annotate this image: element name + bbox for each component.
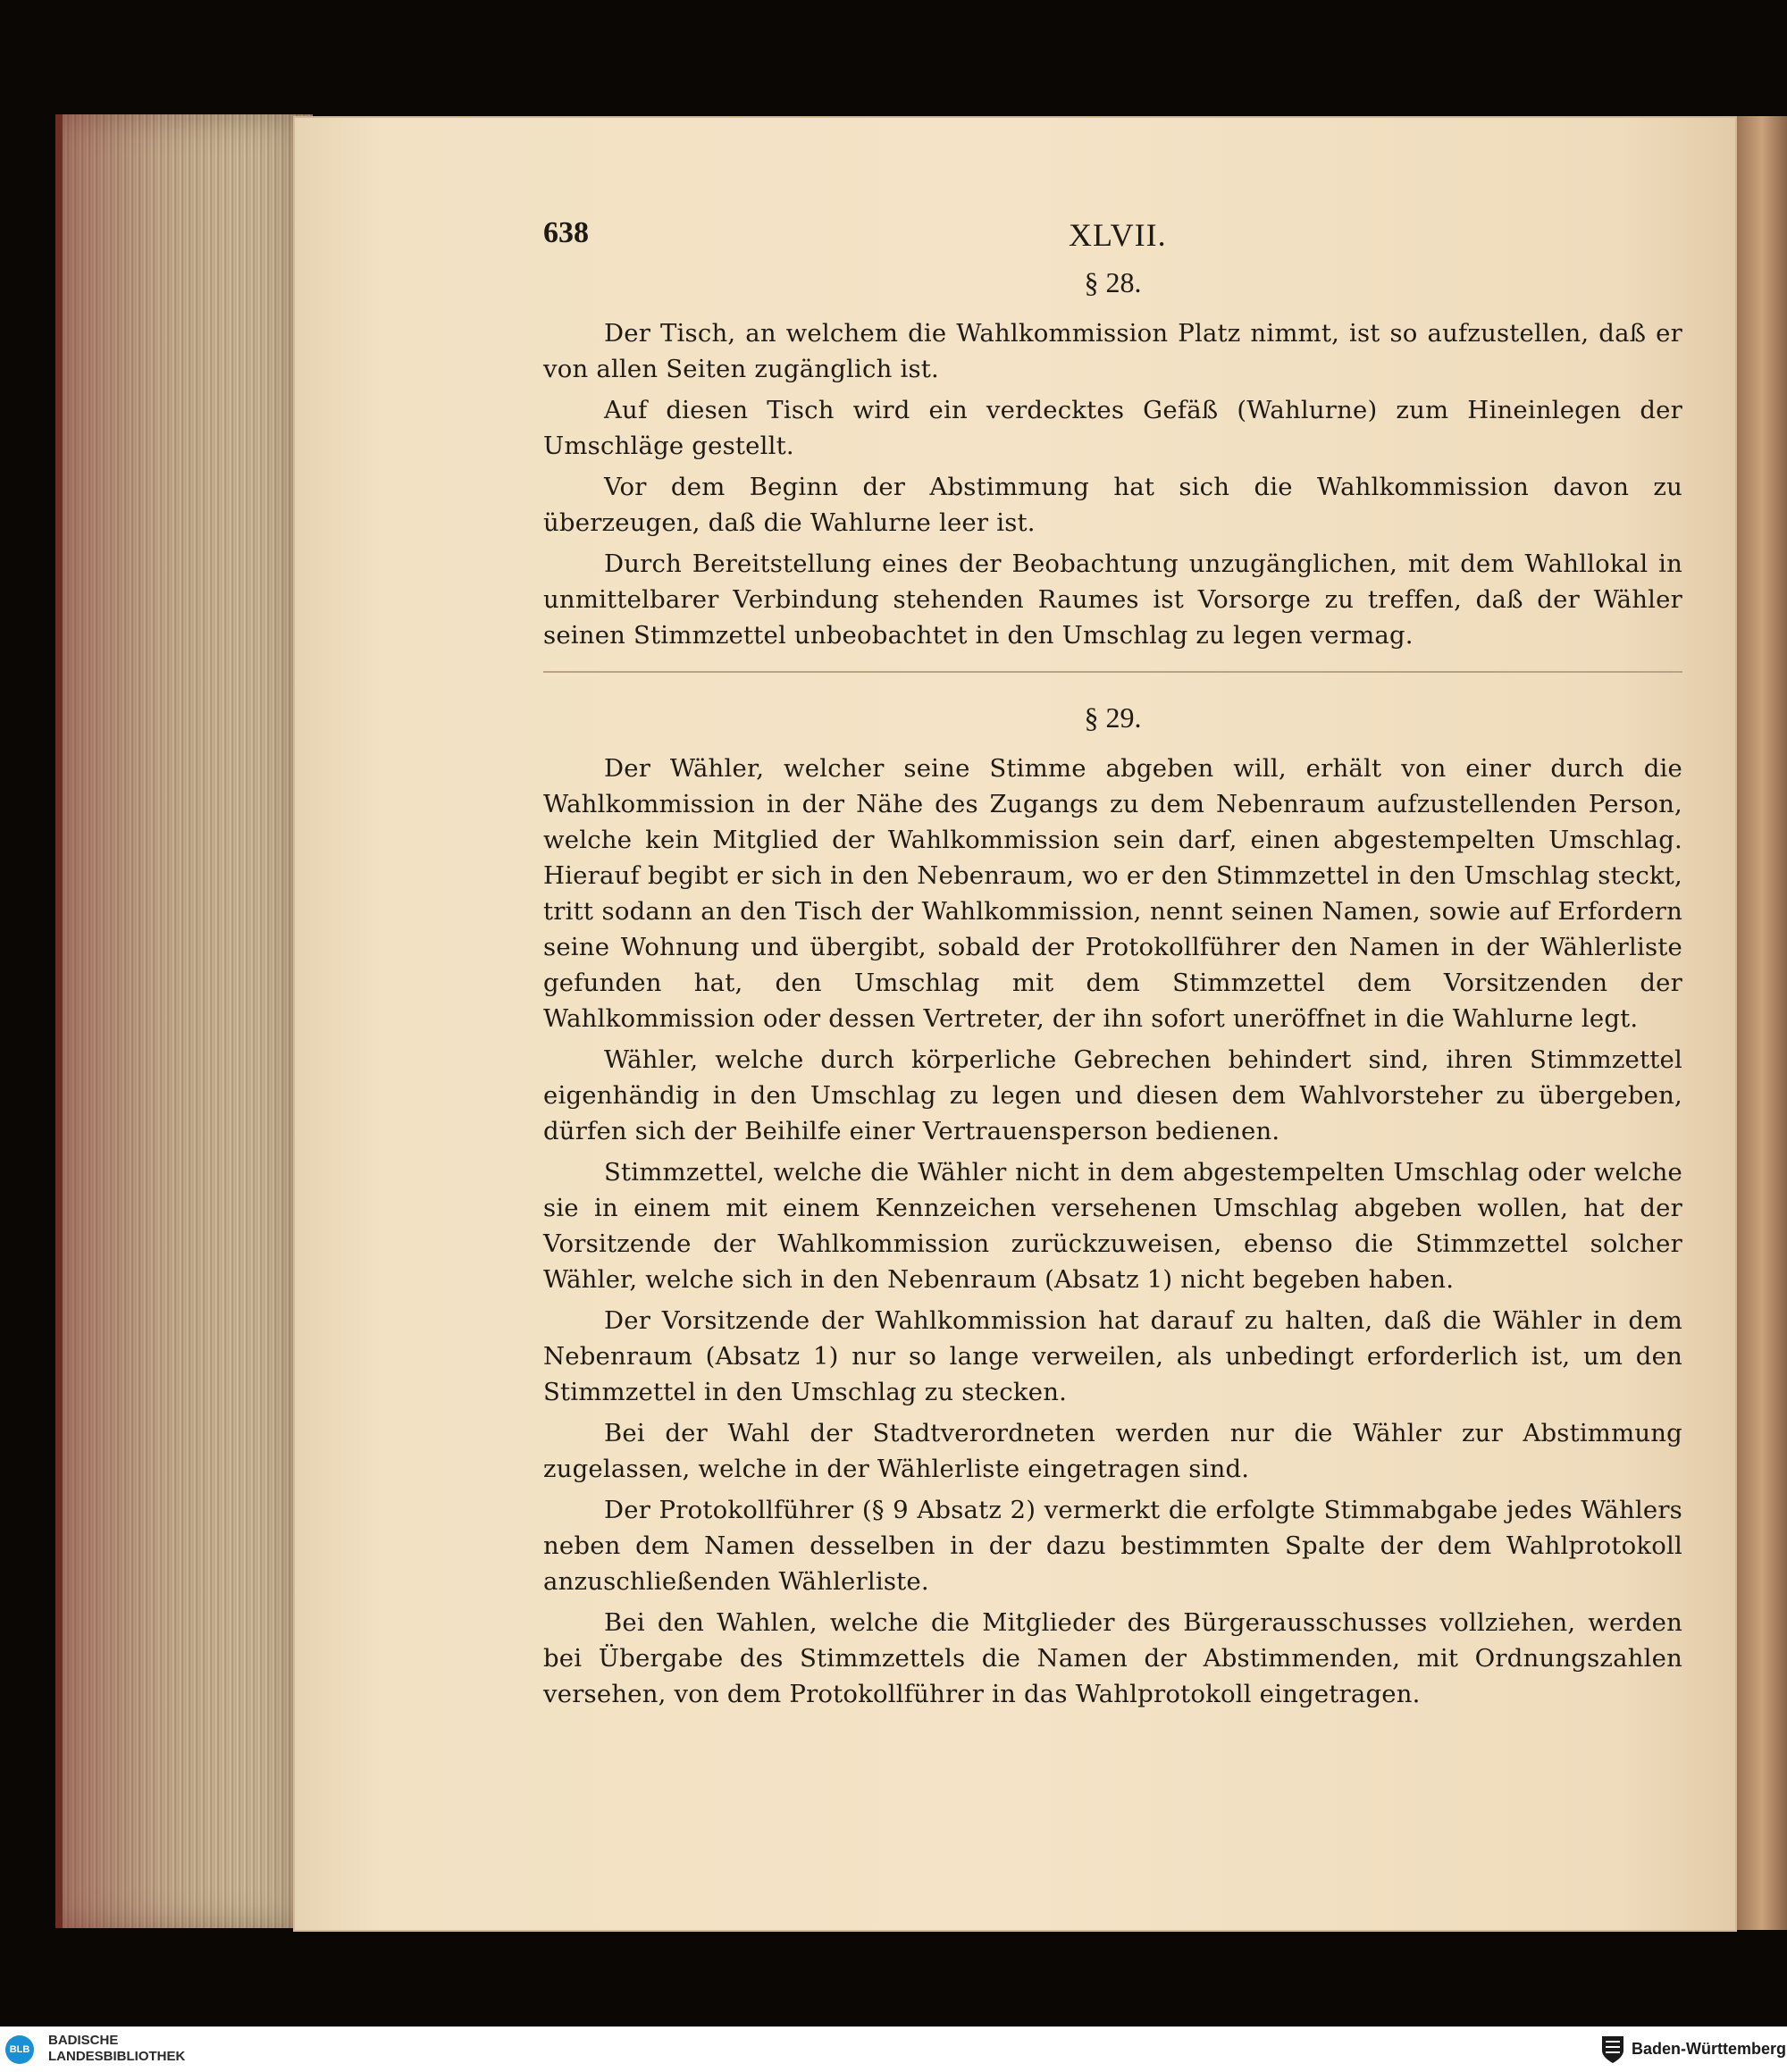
- paragraph: Der Wähler, welcher seine Stimme abgeben will, erhält von einer durch die Wahlkommission in der Nähe des Zugangs zu dem Nebenraum aufzustellenden Person, welche kein Mitglied der Wahlkommission sein darf, einen abgestempelten Umschlag. Hierauf begibt er sich in den Nebenraum, wo er den Stimmzettel in den Umschlag steckt, tritt sodann an den Tisch der Wahlkommission, nennt seinen Namen, sowie auf Erfordern seine Wohnung und übergibt, sobald der Protokollführer den Namen in der Wählerliste gefunden hat, den Umschlag mit dem Stimmzettel dem Vorsitzenden der Wahlkommission oder dessen Vertreter, der ihn sofort uneröffnet in die Wahlurne legt.: [543, 754, 1682, 1033]
- section-heading: § 28.: [1084, 266, 1142, 298]
- library-name-line2: LANDESBIBLIOTHEK: [48, 2049, 186, 2064]
- paragraph: Bei den Wahlen, welche die Mitglieder des Bürgerausschusses vollziehen, werden bei Übergabe des Stimmzettels die Namen der Abstimmenden, mit Ordnungszahlen versehen, von dem Protokollführer in das Wahlprotokoll eingetragen.: [543, 1608, 1682, 1708]
- chapter-number: XLVII.: [1069, 217, 1167, 253]
- library-name[interactable]: [48, 2033, 185, 2065]
- viewer-footer: [0, 2026, 1787, 2072]
- paragraph: Vor dem Beginn der Abstimmung hat sich die Wahlkommission davon zu überzeugen, daß die Wahlurne leer ist.: [543, 473, 1682, 537]
- paragraph: Der Tisch, an welchem die Wahlkommission Platz nimmt, ist so aufzustellen, daß er von allen Seiten zugänglich ist.: [543, 319, 1682, 383]
- paragraph: Der Vorsitzende der Wahlkommission hat darauf zu halten, daß die Wähler in dem Nebenraum (Absatz 1) nur so lange verweilen, als unbedingt erforderlich ist, um den Stimmzettel in den Umschlag zu stecken.: [543, 1306, 1682, 1406]
- paragraph: Auf diesen Tisch wird ein verdecktes Gefäß (Wahlurne) zum Hineinlegen der Umschläge gestellt.: [543, 396, 1682, 460]
- state-name[interactable]: Baden-Württemberg: [1632, 2040, 1787, 2058]
- section-29: [543, 701, 1682, 1712]
- coat-of-arms-icon[interactable]: [1600, 2034, 1625, 2065]
- page-number: 638: [543, 216, 589, 249]
- page-content: [543, 216, 1682, 1717]
- library-name-line1: BADISCHE: [48, 2033, 119, 2048]
- section-divider: [543, 671, 1682, 673]
- blb-logo-icon[interactable]: BLB: [5, 2035, 34, 2064]
- section-heading: § 29.: [1084, 701, 1142, 734]
- book-page-edges: [55, 114, 313, 1928]
- section-28: [543, 266, 1682, 653]
- paragraph: Durch Bereitstellung eines der Beobachtung unzugänglichen, mit dem Wahllokal in unmittelbarer Verbindung stehenden Raumes ist Vorsorge zu treffen, daß der Wähler seinen Stimmzettel unbeobachtet in den Umschlag zu legen vermag.: [543, 549, 1682, 650]
- paragraph: Wähler, welche durch körperliche Gebrechen behindert sind, ihren Stimmzettel eigenhändig in den Umschlag zu legen und diesen dem Wahlvorsteher zu übergeben, dürfen sich der Beihilfe einer Vertrauensperson bedienen.: [543, 1045, 1682, 1145]
- paragraph: Stimmzettel, welche die Wähler nicht in dem abgestempelten Umschlag oder welche sie in einem mit einem Kennzeichen versehenen Umschlag abgeben wollen, hat der Vorsitzende der Wahlkommission zurückzuweisen, ebenso die Stimmzettel solcher Wähler, welche sich in den Nebenraum (Absatz 1) nicht begeben haben.: [543, 1158, 1682, 1294]
- paragraph: Bei der Wahl der Stadtverordneten werden nur die Wähler zur Abstimmung zugelassen, welche in der Wählerliste eingetragen sind.: [543, 1419, 1682, 1483]
- page-header: [543, 216, 1682, 266]
- paragraph: Der Protokollführer (§ 9 Absatz 2) vermerkt die erfolgte Stimmabgabe jedes Wählers neben dem Namen desselben in der dazu bestimmten Spalte der dem Wahlprotokoll anzuschließenden Wählerliste.: [543, 1496, 1682, 1596]
